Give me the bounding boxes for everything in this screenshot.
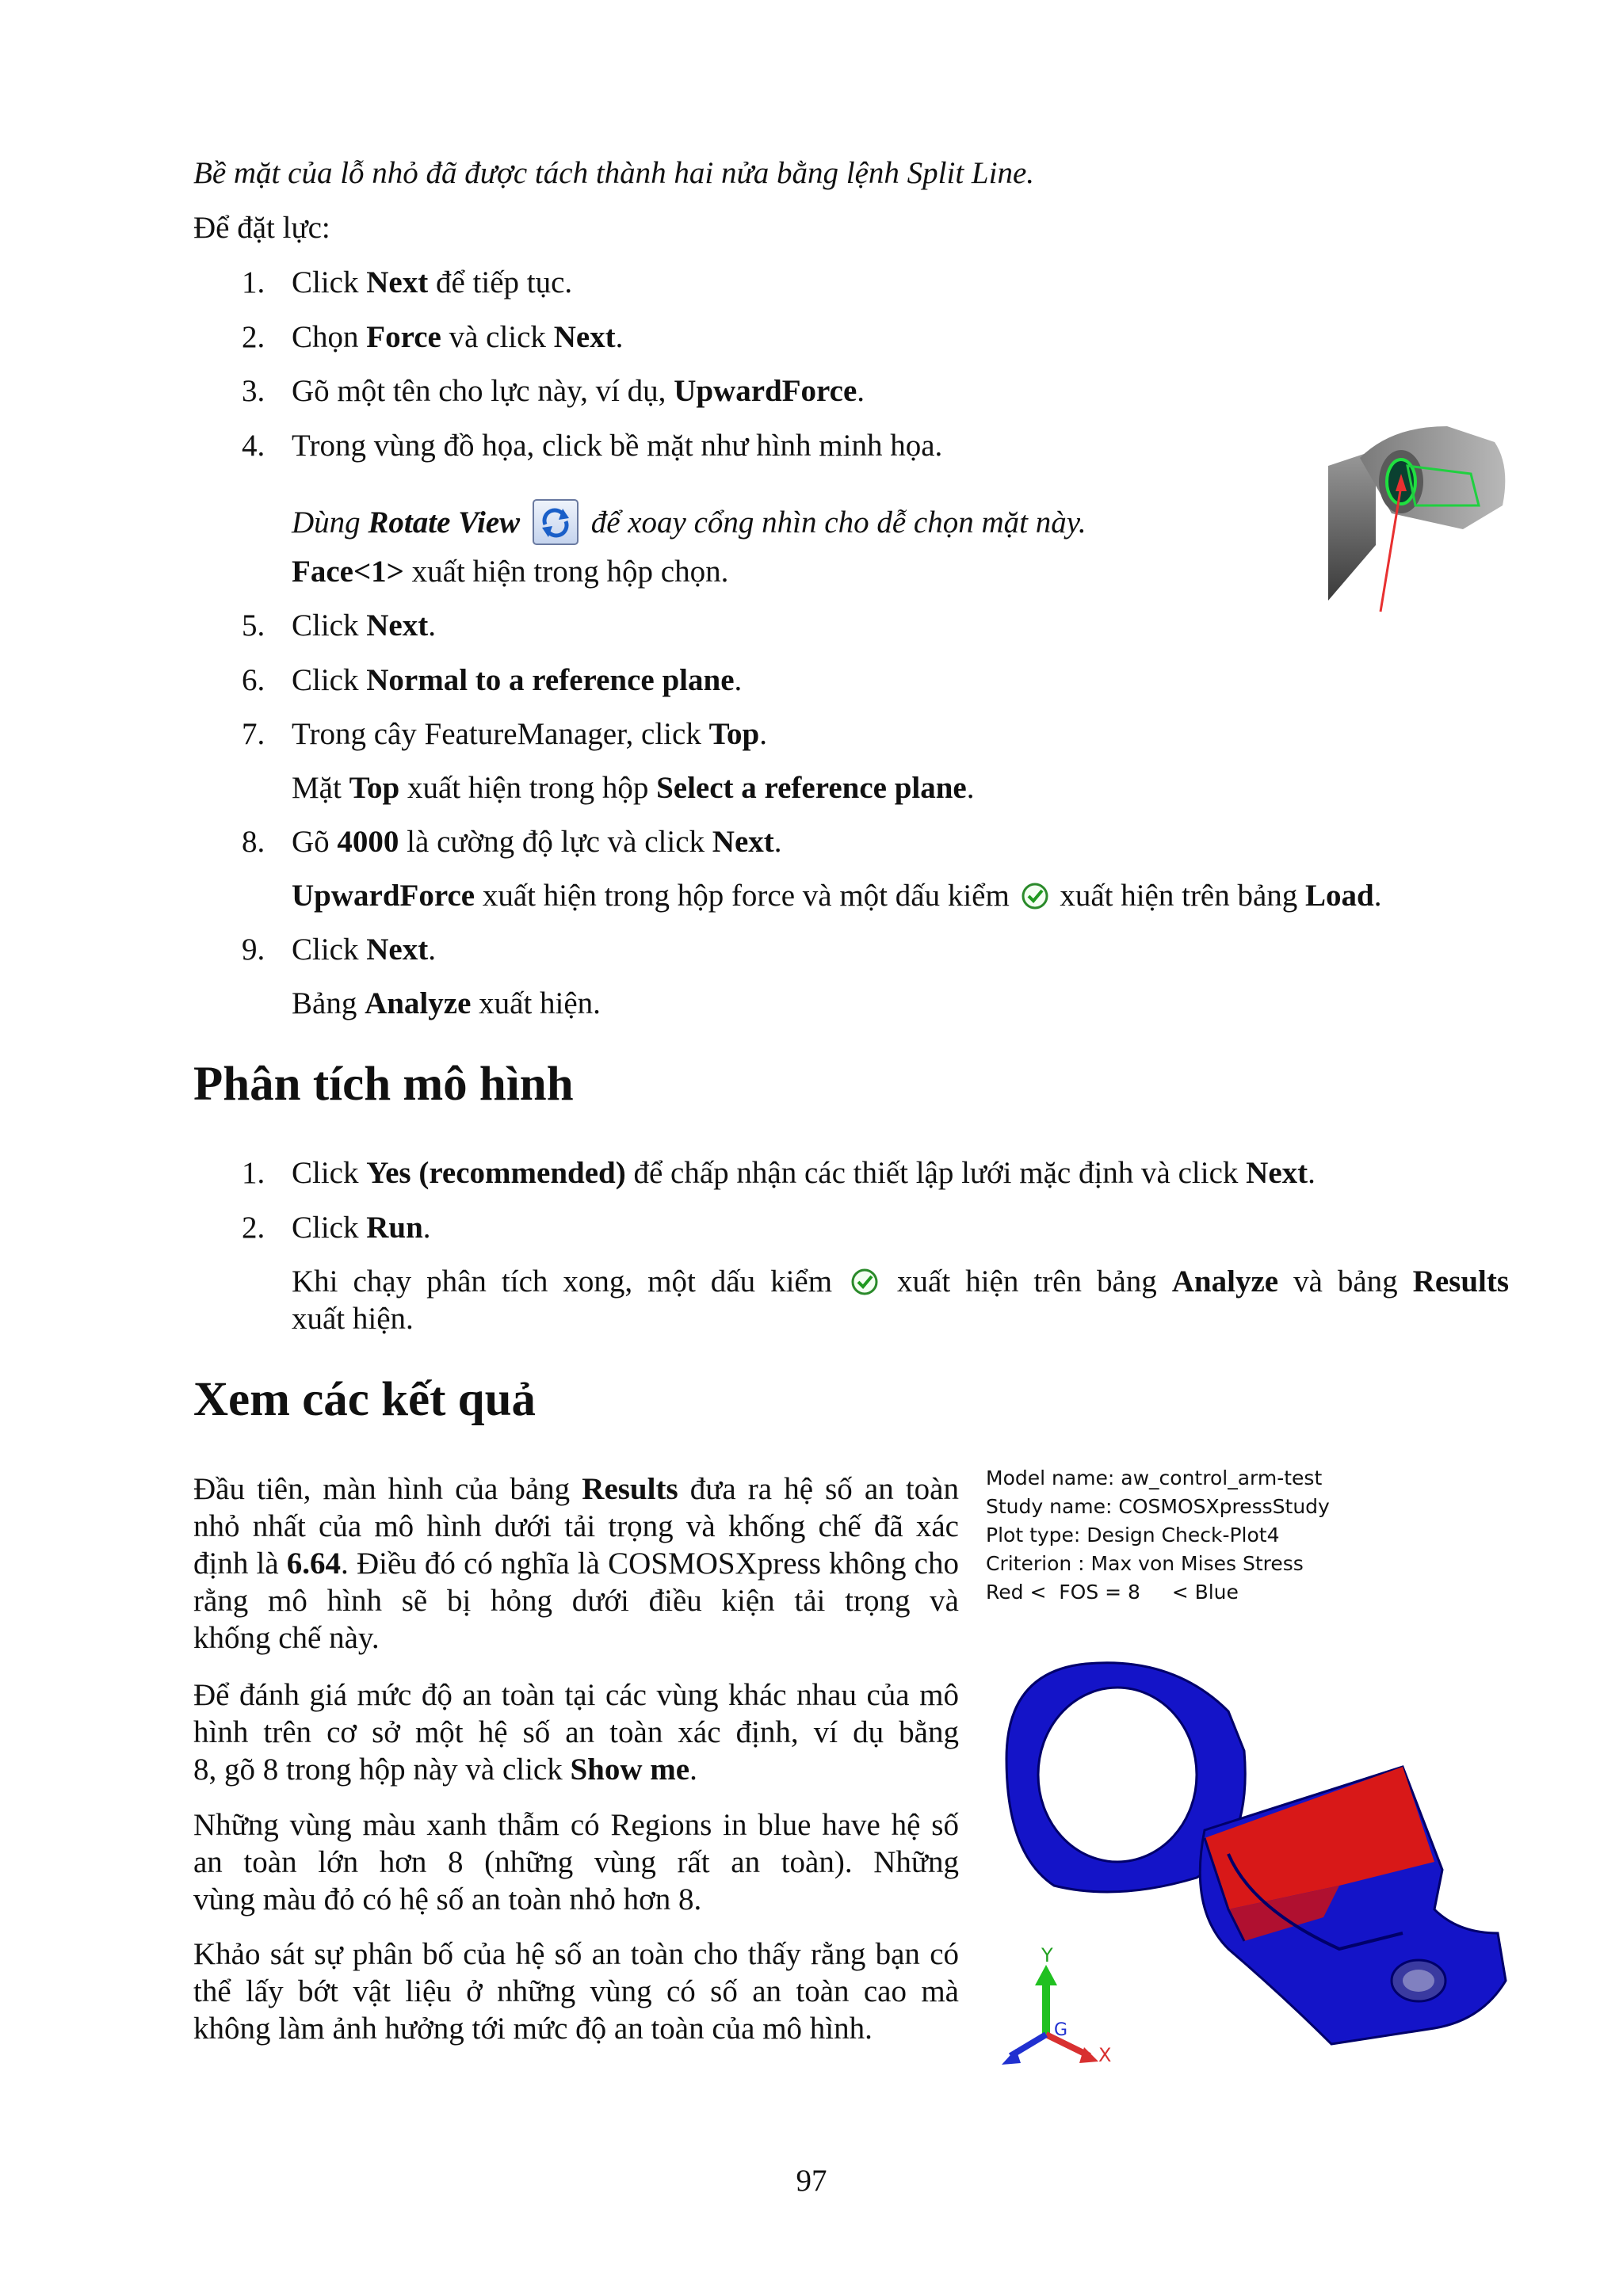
check-icon [1021,882,1049,910]
step-text: Click Next để tiếp tục. [292,265,573,299]
step-9-note: Bảng Analyze xuất hiện. [292,986,601,1020]
step-text: Chọn Force và click Next. [292,320,624,354]
step-number: 2. [242,1211,265,1245]
step-text: Click Yes (recommended) để chấp nhận các thiết lập lưới mặc định và click Next. [292,1156,1316,1190]
results-paragraph-2: Để đánh giá mức độ an toàn tại các vùng khác nhau của mô hình trên cơ sở một hệ số an toàn xác định, ví dụ bằng 8, gõ 8 trong hộp này và click Show me. [193,1678,959,1787]
step-number: 8. [242,825,265,859]
step-text: Gõ một tên cho lực này, ví dụ, UpwardForce. [292,374,865,408]
italic-caption: Bề mặt của lỗ nhỏ đã được tách thành hai nửa bằng lệnh Split Line. [193,156,1034,190]
legend-text: Red < FOS = 8 < Blue [986,1581,1239,1604]
section-heading: Xem các kết quả [193,1373,537,1426]
results-paragraph-4: Khảo sát sự phân bố của hệ số an toàn cho thấy rằng bạn có thể lấy bớt vật liệu ở những vùng có số an toàn cao mà không làm ảnh hưởng tới mức độ an toàn của mô hình. [193,1937,959,2046]
step-text: Click Next. [292,933,436,967]
step-number: 1. [242,1156,265,1190]
section-heading: Phân tích mô hình [193,1058,574,1111]
step-number: 2. [242,320,265,354]
model-name-text: Model name: aw_control_arm-test [986,1466,1323,1489]
rotate-view-icon [533,499,579,545]
step-number: 6. [242,663,265,697]
step-8-note: UpwardForce xuất hiện trong hộp force và một dấu kiểm xuất hiện trên bảng Load. [292,879,1382,913]
analysis-note: Khi chạy phân tích xong, một dấu kiểm xuất hiện trên bảng Analyze và bảng Results xuất hiện. [292,1264,1510,1336]
face-note: Face<1> xuất hiện trong hộp chọn. [292,555,729,589]
step-text: Trong cây FeatureManager, click Top. [292,717,767,751]
check-icon [850,1268,879,1296]
page-number: 97 [796,2164,827,2198]
step-number: 5. [242,608,265,643]
step-number: 4. [242,429,265,463]
step-number: 3. [242,374,265,408]
step-number: 9. [242,933,265,967]
axis-triad [991,1944,1117,2076]
plot-type-text: Plot type: Design Check-Plot4 [986,1524,1280,1547]
step-number: 7. [242,717,265,751]
results-paragraph-1: Đầu tiên, màn hình của bảng Results đưa ra hệ số an toàn nhỏ nhất của mô hình dưới tải trọng và khống chế đã xác định là 6.64. Điều đó có nghĩa là COSMOSXpress không cho rằng mô hình sẽ bị hỏng dưới điều kiện tải trọng và khống chế này. [193,1472,959,1655]
study-name-text: Study name: COSMOSXpressStudy [986,1495,1330,1518]
step-text: Click Normal to a reference plane. [292,663,743,697]
g-axis-label: G [1054,2020,1068,2040]
y-axis-label: Y [1041,1944,1053,1966]
lead-text: Để đặt lực: [193,211,330,245]
step-7-note: Mặt Top xuất hiện trong hộp Select a reference plane. [292,771,975,805]
step-number: 1. [242,265,265,299]
plot-caption [986,1464,1330,1607]
step-text: Trong vùng đồ họa, click bề mặt như hình minh họa. [292,429,943,463]
criterion-text: Criterion : Max von Mises Stress [986,1552,1304,1575]
results-paragraph-3: Những vùng màu xanh thẫm có Regions in blue have hệ số an toàn lớn hơn 8 (những vùng rất an toàn). Những vùng màu đỏ có hệ số an toàn nhỏ hơn 8. [193,1808,959,1917]
x-axis-label: X [1098,2044,1112,2066]
step-text: Click Run. [292,1211,431,1245]
step-text: Click Next. [292,608,436,643]
face-selection-image [1328,418,1510,616]
rotate-view-note: Dùng Rotate View để xoay cổng nhìn cho dễ chọn mặt này. [292,499,1086,545]
step-text: Gõ 4000 là cường độ lực và click Next. [292,825,782,859]
